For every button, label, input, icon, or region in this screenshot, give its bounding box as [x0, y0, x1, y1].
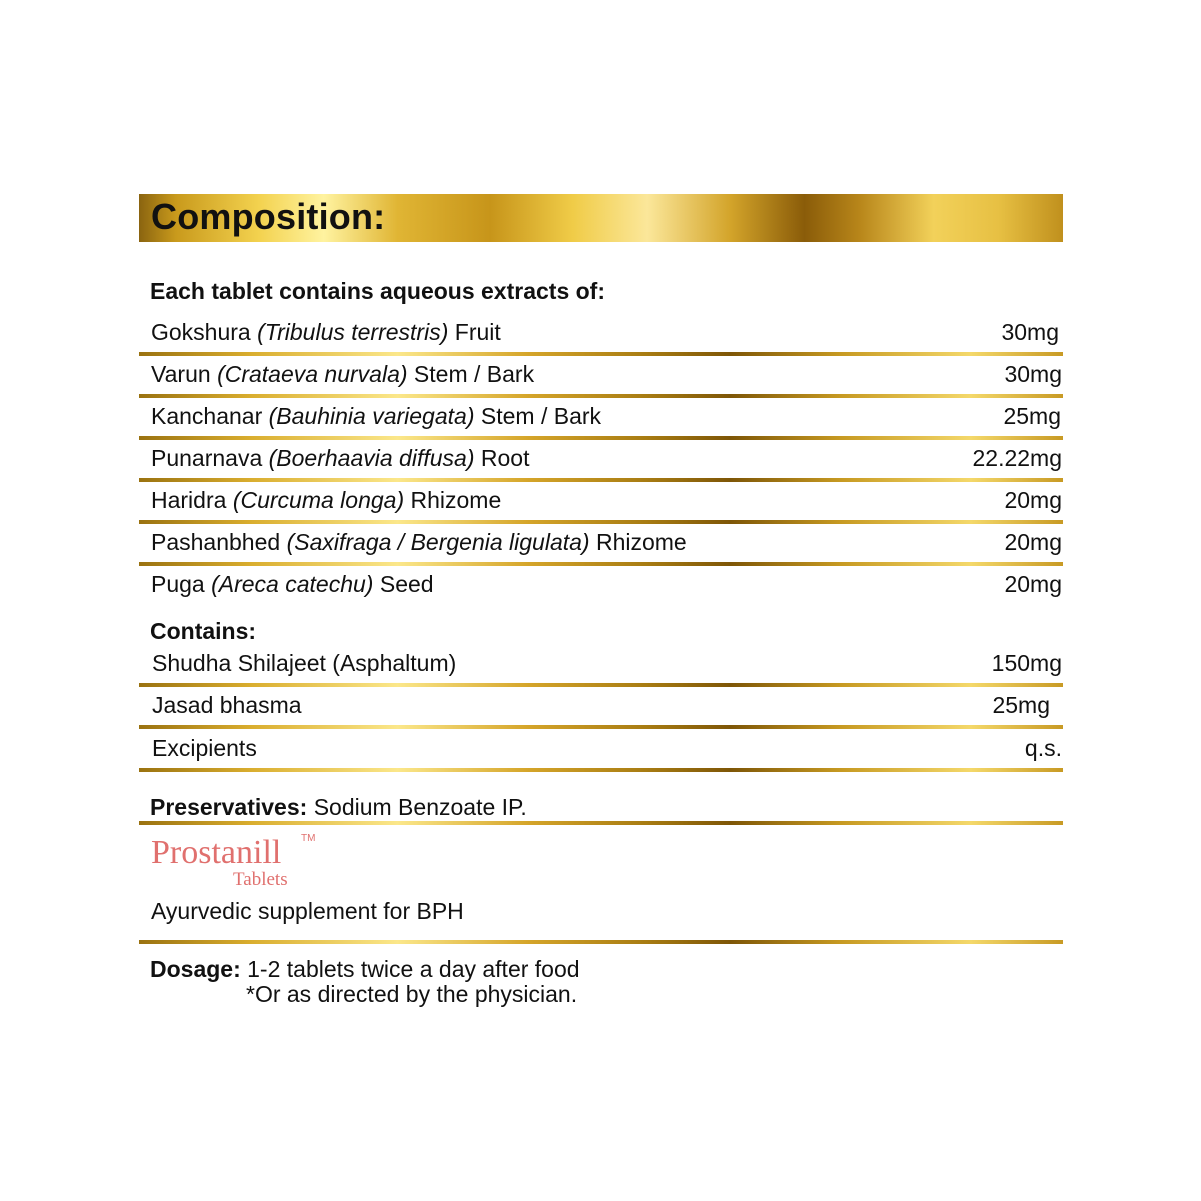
extract-row-name: Puga (Areca catechu) Seed — [151, 571, 434, 597]
divider — [139, 520, 1063, 524]
dosage-note: *Or as directed by the physician. — [246, 981, 578, 1007]
extract-row-qty: 30mg — [1004, 361, 1062, 387]
tagline: Ayurvedic supplement for BPH — [151, 898, 464, 924]
divider — [139, 725, 1063, 729]
divider — [139, 352, 1063, 356]
trademark-mark: TM — [301, 833, 316, 844]
extract-row-qty: 20mg — [1004, 571, 1062, 597]
divider — [139, 394, 1063, 398]
contains-heading: Contains: — [150, 618, 257, 644]
divider — [139, 768, 1063, 772]
contains-row-name: Shudha Shilajeet (Asphaltum) — [152, 650, 457, 676]
divider — [139, 683, 1063, 687]
intro-heading: Each tablet contains aqueous extracts of: — [150, 278, 606, 304]
divider — [139, 821, 1063, 825]
extract-row-name: Gokshura (Tribulus terrestris) Fruit — [151, 319, 501, 345]
extract-row-qty: 20mg — [1004, 487, 1062, 513]
contains-row-qty: 150mg — [991, 650, 1062, 676]
contains-row-name: Excipients — [152, 735, 257, 761]
brand-logo — [151, 833, 316, 890]
dosage-line: Dosage: 1-2 tablets twice a day after food — [150, 956, 580, 982]
extract-row-name: Kanchanar (Bauhinia variegata) Stem / Bark — [151, 403, 602, 429]
divider — [139, 436, 1063, 440]
contains-row-qty: 25mg — [992, 692, 1050, 718]
extract-row-qty: 30mg — [1001, 319, 1059, 345]
extract-row-name: Pashanbhed (Saxifraga / Bergenia ligulata) Rhizome — [151, 529, 687, 555]
page-title: Composition: — [151, 196, 386, 237]
extract-row-name: Haridra (Curcuma longa) Rhizome — [151, 487, 502, 513]
extract-row-qty: 25mg — [1003, 403, 1061, 429]
preservatives-line: Preservatives: Sodium Benzoate IP. — [150, 794, 527, 820]
contains-row-name: Jasad bhasma — [152, 692, 302, 718]
extract-row-name: Varun (Crataeva nurvala) Stem / Bark — [151, 361, 535, 387]
divider — [139, 940, 1063, 944]
contains-row-qty: q.s. — [1024, 735, 1062, 761]
brand-name: Prostanill — [151, 834, 282, 871]
extract-row-name: Punarnava (Boerhaavia diffusa) Root — [151, 445, 530, 471]
brand-subtitle: Tablets — [233, 869, 288, 890]
extract-row-qty: 22.22mg — [972, 445, 1062, 471]
composition-header-bar — [139, 194, 1063, 242]
extract-row-qty: 20mg — [1004, 529, 1062, 555]
divider — [139, 562, 1063, 566]
divider — [139, 478, 1063, 482]
